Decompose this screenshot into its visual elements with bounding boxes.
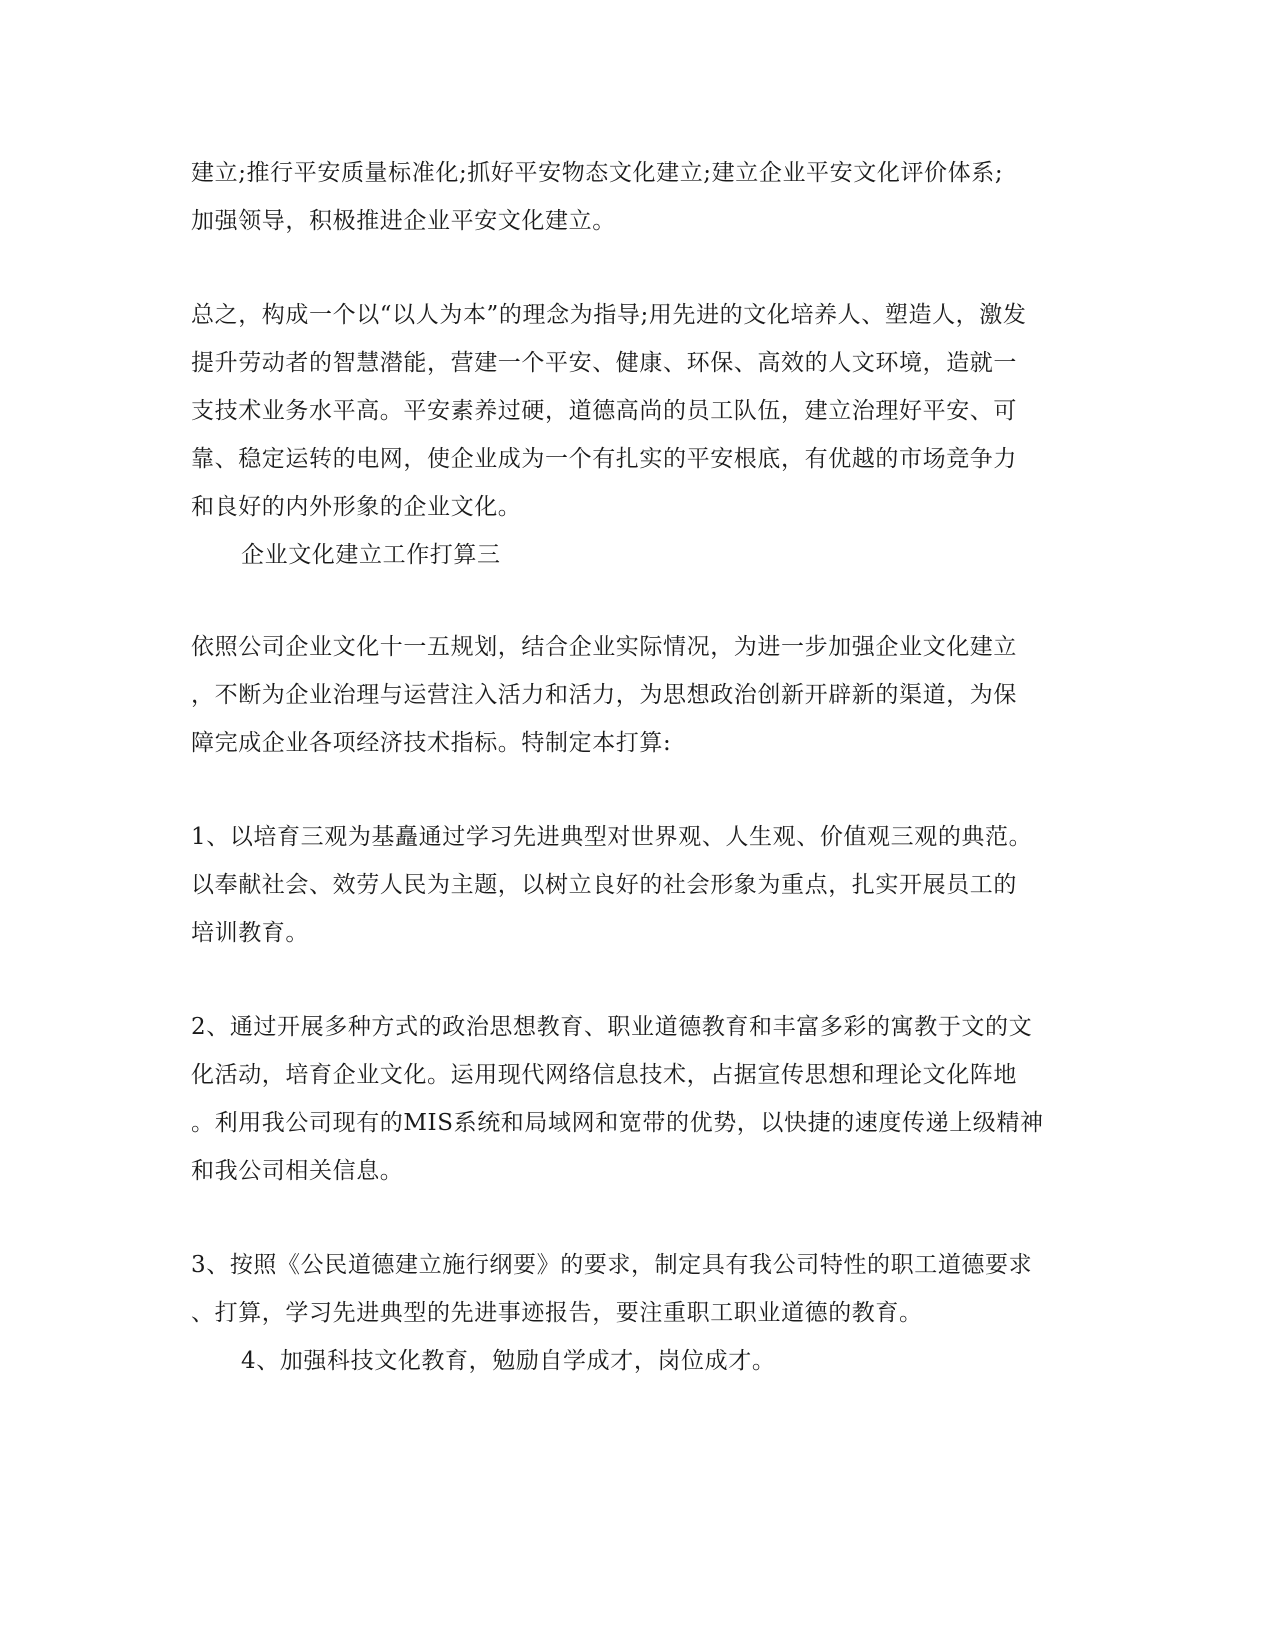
- paragraph-line: 和良好的内外形象的企业文化。: [191, 494, 522, 520]
- list-item-line: 1、以培育三观为基矗通过学习先进典型对世界观、人生观、价值观三观的典范。: [191, 824, 1033, 850]
- list-item-line: 和我公司相关信息。: [191, 1158, 404, 1184]
- list-item-line: 3、按照《公民道德建立施行纲要》的要求，制定具有我公司特性的职工道德要求: [191, 1252, 1033, 1278]
- paragraph-line: ，不断为企业治理与运营注入活力和活力，为思想政治创新开辟新的渠道，为保: [191, 682, 1017, 708]
- paragraph-line: 依照公司企业文化十一五规划，结合企业实际情况，为进一步加强企业文化建立: [191, 634, 1017, 660]
- list-item-line: 2、通过开展多种方式的政治思想教育、职业道德教育和丰富多彩的寓教于文的文: [191, 1014, 1033, 1040]
- paragraph-line: 障完成企业各项经济技术指标。特制定本打算:: [191, 730, 672, 756]
- list-item-line: 、打算，学习先进典型的先进事迹报告，要注重职工职业道德的教育。: [191, 1300, 923, 1326]
- list-item-line: 。利用我公司现有的MIS系统和局域网和宽带的优势，以快捷的速度传递上级精神: [191, 1110, 1044, 1136]
- list-item-line: 以奉献社会、效劳人民为主题，以树立良好的社会形象为重点，扎实开展员工的: [191, 872, 1017, 898]
- section-heading: 企业文化建立工作打算三: [241, 542, 501, 568]
- paragraph-line: 建立;推行平安质量标准化;抓好平安物态文化建立;建立企业平安文化评价体系;: [191, 160, 1004, 186]
- paragraph-line: 加强领导，积极推进企业平安文化建立。: [191, 208, 616, 234]
- paragraph-line: 提升劳动者的智慧潜能，营建一个平安、健康、环保、高效的人文环境，造就一: [191, 350, 1017, 376]
- list-item-line: 培训教育。: [191, 920, 309, 946]
- paragraph-line: 靠、稳定运转的电网，使企业成为一个有扎实的平安根底，有优越的市场竞争力: [191, 446, 1017, 472]
- list-item-line: 化活动，培育企业文化。运用现代网络信息技术，占据宣传思想和理论文化阵地: [191, 1062, 1017, 1088]
- paragraph-line: 支技术业务水平高。平安素养过硬，道德高尚的员工队伍，建立治理好平安、可: [191, 398, 1017, 424]
- paragraph-line: 总之，构成一个以“以人为本”的理念为指导;用先进的文化培养人、塑造人，激发: [191, 302, 1027, 328]
- list-item-line: 4、加强科技文化教育，勉励自学成才，岗位成才。: [241, 1348, 776, 1374]
